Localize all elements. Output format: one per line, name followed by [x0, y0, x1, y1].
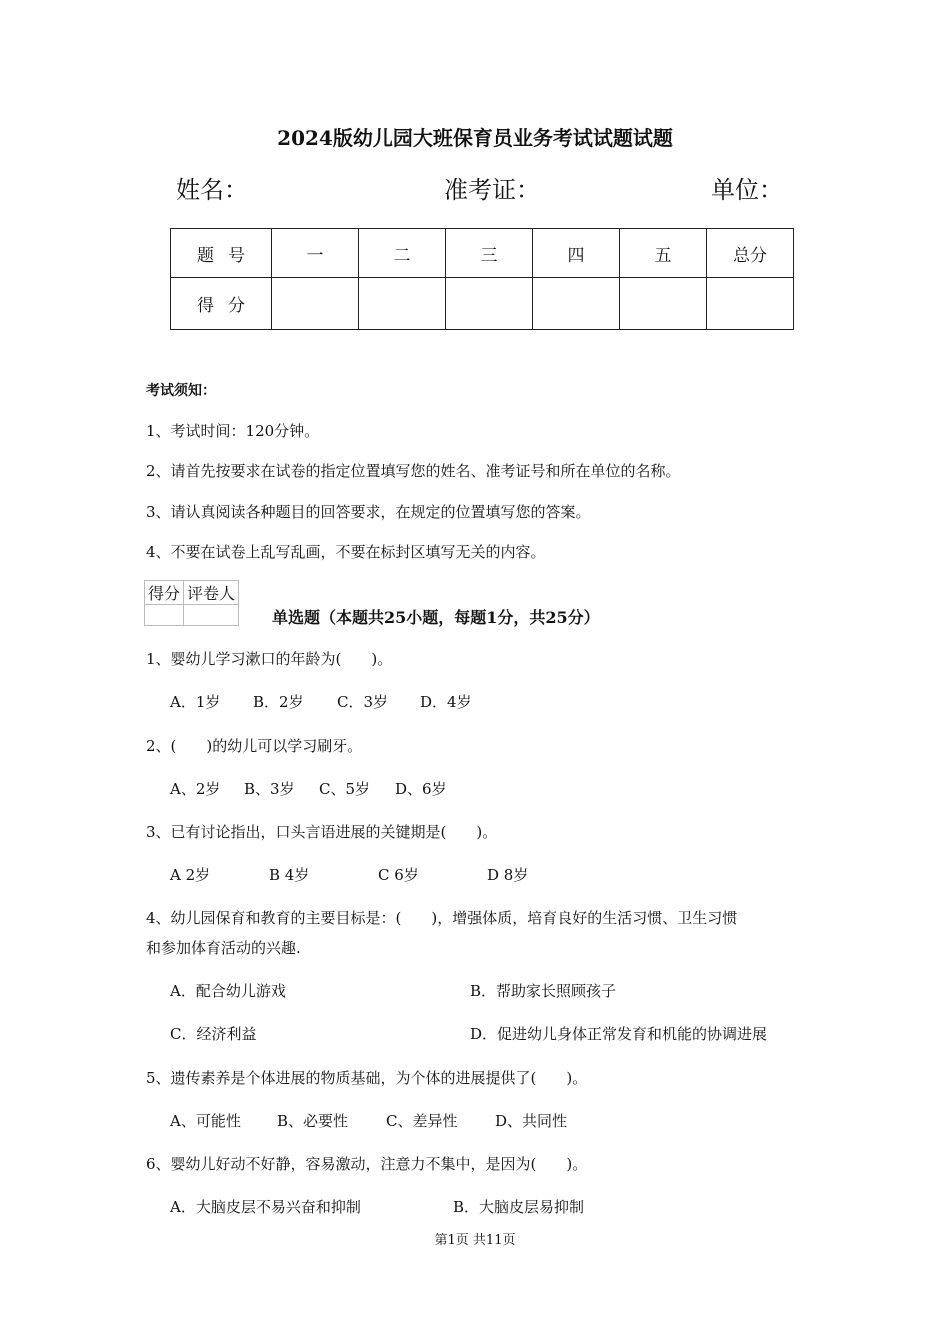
score-header-label: 题号 — [171, 229, 272, 278]
q2-option-d: D、6岁 — [395, 780, 447, 798]
exam-title: 2024版幼儿园大班保育员业务考试试题试题 — [277, 126, 673, 150]
q5-option-d: D、共同性 — [495, 1112, 568, 1130]
q3-option-c: C 6岁 — [378, 866, 419, 884]
q3-option-a: A 2岁 — [170, 866, 211, 884]
score-row-label: 得分 — [171, 278, 272, 330]
q6-option-a: A．大脑皮层不易兴奋和抑制 — [170, 1198, 361, 1216]
q5-option-b: B、必要性 — [277, 1112, 349, 1130]
q3-option-b: B 4岁 — [269, 866, 310, 884]
score-cell — [446, 278, 533, 330]
unit-field-label: 单位： — [711, 176, 783, 204]
score-cell — [707, 278, 794, 330]
grader-score-label: 得分 — [145, 581, 184, 605]
q4-option-d: D．促进幼儿身体正常发育和机能的协调进展 — [470, 1025, 768, 1043]
question-4-continued: 和参加体育活动的兴趣. — [146, 939, 301, 957]
notice-title: 考试须知： — [146, 383, 216, 399]
score-header-5: 五 — [620, 229, 707, 278]
score-cell — [533, 278, 620, 330]
grader-name-label: 评卷人 — [184, 581, 239, 605]
q1-option-b: B．2岁 — [253, 693, 304, 711]
grader-table — [144, 580, 239, 626]
notice-item: 2、请首先按要求在试卷的指定位置填写您的姓名、准考证号和所在单位的名称。 — [146, 462, 681, 480]
score-cell — [620, 278, 707, 330]
score-cell — [272, 278, 359, 330]
q2-option-c: C、5岁 — [319, 780, 371, 798]
question-2: 2、( )的幼儿可以学习刷牙。 — [146, 737, 363, 755]
score-cell — [359, 278, 446, 330]
q1-option-c: C．3岁 — [337, 693, 389, 711]
notice-item: 1、考试时间：120分钟。 — [146, 422, 320, 440]
q1-option-a: A．1岁 — [170, 693, 221, 711]
q3-option-d: D 8岁 — [487, 866, 529, 884]
q5-option-c: C、差异性 — [386, 1112, 458, 1130]
score-header-4: 四 — [533, 229, 620, 278]
question-4: 4、幼儿园保育和教育的主要目标是：( )，增强体质，培育良好的生活习惯、卫生习惯 — [146, 909, 738, 927]
q2-option-a: A、2岁 — [170, 780, 221, 798]
question-6: 6、婴幼儿好动不好静，容易激动，注意力不集中，是因为( )。 — [146, 1155, 588, 1173]
q5-option-a: A、可能性 — [170, 1112, 241, 1130]
q1-option-d: D．4岁 — [420, 693, 472, 711]
name-field-label: 姓名： — [176, 176, 248, 204]
question-1: 1、婴幼儿学习漱口的年龄为( )。 — [146, 650, 393, 668]
section-title: 单选题（本题共25小题，每题1分，共25分） — [272, 608, 600, 627]
score-header-3: 三 — [446, 229, 533, 278]
question-5: 5、遗传素养是个体进展的物质基础，为个体的进展提供了( )。 — [146, 1069, 588, 1087]
score-table-score-row — [171, 278, 794, 330]
score-header-1: 一 — [272, 229, 359, 278]
exam-id-field-label: 准考证： — [444, 176, 540, 204]
q2-option-b: B、3岁 — [244, 780, 295, 798]
score-table — [170, 228, 794, 330]
grader-name-cell — [184, 605, 239, 626]
score-header-total: 总分 — [707, 229, 794, 278]
question-3: 3、已有讨论指出，口头言语进展的关键期是( )。 — [146, 823, 498, 841]
q6-option-b: B．大脑皮层易抑制 — [453, 1198, 585, 1216]
q4-option-a: A．配合幼儿游戏 — [170, 982, 286, 1000]
notice-item: 4、不要在试卷上乱写乱画，不要在标封区填写无关的内容。 — [146, 543, 546, 561]
q4-option-b: B．帮助家长照顾孩子 — [470, 982, 617, 1000]
score-header-2: 二 — [359, 229, 446, 278]
notice-item: 3、请认真阅读各种题目的回答要求，在规定的位置填写您的答案。 — [146, 503, 591, 521]
grader-score-cell — [145, 605, 184, 626]
q4-option-c: C．经济利益 — [170, 1025, 257, 1043]
page-footer: 第1页 共11页 — [434, 1233, 516, 1248]
score-table-header-row — [171, 229, 794, 278]
